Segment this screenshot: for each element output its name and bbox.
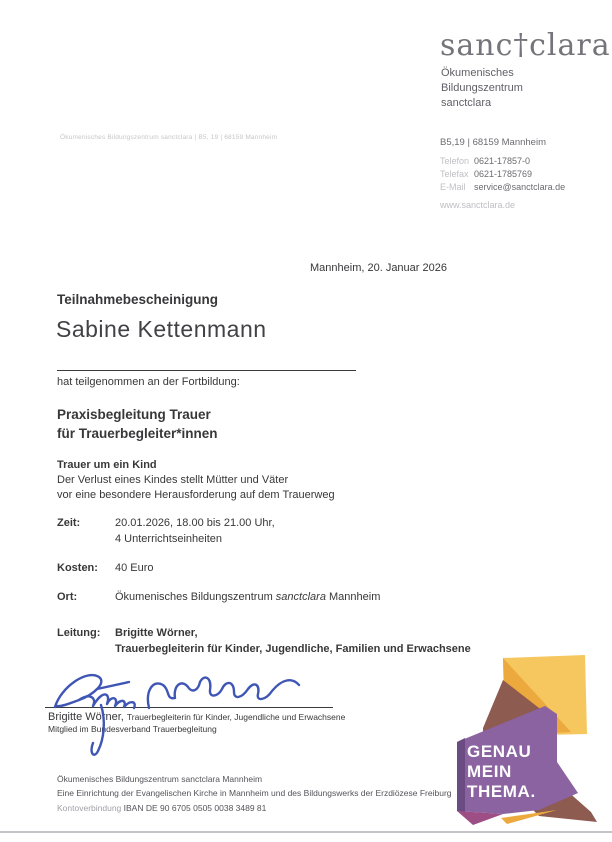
ribbon-purple-shadow xyxy=(457,738,465,812)
logo-text-pre: sanc xyxy=(440,28,514,63)
ort-value-italic: sanctclara xyxy=(275,591,326,603)
contact-row-email xyxy=(440,181,565,194)
course-title-line: Praxisbegleitung Trauer xyxy=(57,407,211,422)
document-title: Teilnahmebescheinigung xyxy=(57,292,219,307)
ribbon-text-line3: THEMA. xyxy=(467,782,536,801)
topic-block xyxy=(57,458,335,503)
kosten-label: Kosten: xyxy=(57,562,98,574)
telefon-value: 0621-17857-0 xyxy=(474,156,531,166)
kosten-value: 40 Euro xyxy=(115,562,154,574)
topic-desc-line: Der Verlust eines Kindes stellt Mütter und Väter xyxy=(57,474,289,486)
website-url: www.sanctclara.de xyxy=(440,200,516,210)
org-line: sanctclara xyxy=(441,97,492,109)
zeit-value-line2: 4 Unterrichtseinheiten xyxy=(115,533,223,545)
account-iban: IBAN DE 90 6705 0505 0038 3489 81 xyxy=(123,803,267,813)
signature-line xyxy=(45,707,333,708)
ort-value-pre: Ökumenisches Bildungszentrum xyxy=(115,591,276,603)
zeit-label: Zeit: xyxy=(57,517,81,529)
divider-line xyxy=(57,370,356,371)
participant-name: Sabine Kettenmann xyxy=(56,316,267,342)
leitung-value-line2: Trauerbegleiterin für Kinder, Jugendliche, Familien und Erwachsene xyxy=(115,643,471,655)
leitung-value-line1: Brigitte Wörner, xyxy=(115,627,198,639)
org-line: Bildungszentrum xyxy=(441,82,523,94)
telefon-label: Telefon xyxy=(440,156,470,166)
ribbon-text-line2: MEIN xyxy=(467,762,512,781)
signatory-role: Trauerbegleiterin für Kinder, Jugendliche und Erwachsene xyxy=(126,712,346,722)
genau-mein-thema-ribbon xyxy=(443,650,603,832)
sender-address-line: Ökumenisches Bildungszentrum sanctclara | B5, 19 | 68159 Mannheim xyxy=(60,134,278,141)
zeit-value-line1: 20.01.2026, 18.00 bis 21.00 Uhr, xyxy=(115,517,275,529)
telefax-label: Telefax xyxy=(440,169,469,179)
ort-label: Ort: xyxy=(57,591,78,603)
topic-desc-line: vor eine besondere Herausforderung auf dem Trauerweg xyxy=(57,489,335,501)
footer-account xyxy=(57,803,266,813)
logo-text-post: clara xyxy=(529,28,611,63)
telefax-value: 0621-1785769 xyxy=(474,169,533,179)
contact-row-telefon xyxy=(440,155,565,168)
handwritten-signature xyxy=(45,653,345,763)
intro-text: hat teilgenommen an der Fortbildung: xyxy=(57,376,240,388)
course-title xyxy=(57,405,218,443)
ort-value-post: Mannheim xyxy=(325,591,381,603)
street-address: B5,19 | 68159 Mannheim xyxy=(440,137,546,148)
email-label: E-Mail xyxy=(440,182,466,192)
org-line: Ökumenisches xyxy=(441,67,514,79)
course-title-line: für Trauerbegleiter*innen xyxy=(57,426,218,441)
footer-line: Ökumenisches Bildungszentrum sanctclara Mannheim xyxy=(57,774,263,784)
topic-title: Trauer um ein Kind xyxy=(57,459,157,471)
footer-org-block xyxy=(57,772,452,800)
signatory-name: Brigitte Wörner, xyxy=(48,711,124,723)
contact-row-telefax xyxy=(440,168,565,181)
leitung-label: Leitung: xyxy=(57,627,101,639)
email-value: service@sanctclara.de xyxy=(474,182,566,192)
org-name-block xyxy=(441,66,523,111)
date-line: Mannheim, 20. Januar 2026 xyxy=(310,262,447,274)
cross-icon: † xyxy=(513,27,530,61)
signatory-membership: Mitglied im Bundesverband Trauerbegleitung xyxy=(48,724,217,734)
footer-line: Eine Einrichtung der Evangelischen Kirche in Mannheim und des Bildungswerks der Erzdiözese Freiburg xyxy=(57,788,452,798)
ort-value xyxy=(115,589,380,605)
signature-caption xyxy=(48,711,345,723)
contact-block xyxy=(440,155,565,194)
sanctclara-logo xyxy=(440,28,611,63)
ribbon-text-line1: GENAU xyxy=(467,742,532,761)
account-label: Kontoverbindung xyxy=(57,803,122,813)
